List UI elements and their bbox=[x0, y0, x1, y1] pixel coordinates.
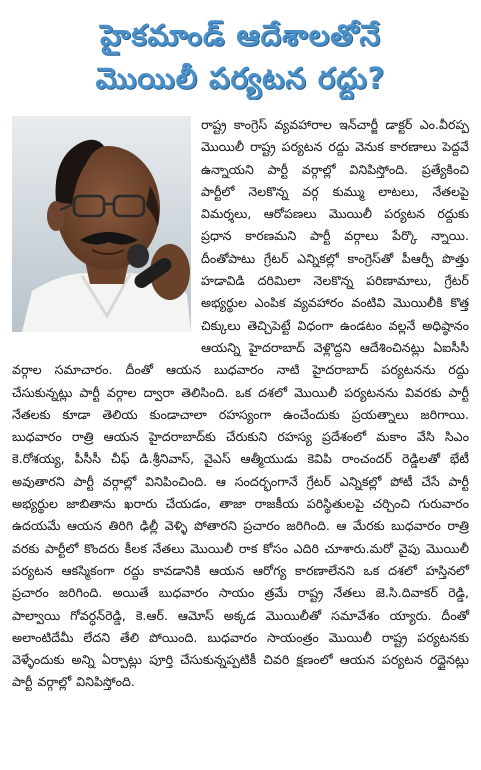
news-clipping bbox=[12, 14, 469, 756]
article-body bbox=[12, 114, 469, 694]
headline-line-2: మొయిలీ పర్యటన రద్దు? bbox=[95, 61, 386, 95]
portrait-illustration bbox=[12, 116, 191, 332]
article-text: రాష్ట్ర కాంగ్రెస్ వ్యవహారాల ఇన్‌చార్జీ డాక్టర్ ఎం.వీరప్ప మొయిలీ రాష్ట్ర పర్యటన రద్దు వెనుక కారణాలు పెద్దవే ఉన్నాయని పార్టీ వర్గాల్లో వినిపిస్తోంది. ప్రత్యేకించి పార్టీలో నెలకొన్న వర్గ కుమ్ము లాటలు, నేతలపై విమర్శలు, ఆరోపణలు మొయిలీ పర్యటన రద్దుకు ప్రధాన కారణమని పార్టీ వర్గాలు పేర్కొ న్నాయి. దీంతోపాటు గ్రేటర్ ఎన్నికల్లో కాంగ్రెస్‌తో పీఆర్పీ పొత్తు హడావిడి దరిమిలా నెలకొన్న పరిణామాలు, గ్రేటర్ అభ్యర్థుల ఎంపిక వ్యవహారం వంటివి మొయిలీకి కొత్త చిక్కులు తెచ్చిపెట్టే విధంగా ఉండటం వల్లనే అధిష్ఠానం ఆయన్ని హైదరాబాద్ వెళ్లొద్దని ఆదేశించినట్లు ఏఐసీసీ వర్గాల సమాచారం. దీంతో ఆయన బుధవారం నాటి హైదరాబాద్ పర్యటనను రద్దు చేసుకున్నట్లు పార్టీ వర్గాల ద్వారా తెలిసింది. ఒక దశలో మొయిలీ పర్యటనను వివరకు పార్టీ నేతలకు కూడా తెలియ కుండాచాలా రహస్యంగా ఉంచేందుకు ప్రయత్నాలు జరిగాయి. బుధవారం రాత్రి ఆయన హైదరాబాద్‌కు చేరుకుని రహస్య ప్రదేశంలో మకాం వేసి సిఎం కె.రోశయ్య, పీసీసీ చీఫ్ డి.శ్రీనివాస్, వైఎస్ ఆత్మీయుడు కెవిపి రాంచందర్ రెడ్డిలతో భేటీ అవుతారని పార్టీ వర్గాల్లో వినిపించింది. ఆ సందర్భంగానే గ్రేటర్ ఎన్నికల్లో పోటీ చేసే పార్టీ అభ్యర్థుల జాబితాను ఖరారు చేయడం, తాజా రాజకీయ పరిస్థితులపై చర్చించి గురువారం ఉదయమే ఆయన తిరిగి ఢిల్లీ వెళ్ళి పోతారని ప్రచారం జరిగింది. ఆ మేరకు బుధవారం రాత్రి వరకు పార్టీలో కొందరు కీలక నేతలు మొయిలీ రాక కోసం ఎదిరి చూశారు.మరో వైపు మొయిలీ పర్యటన ఆకస్మికంగా రద్దు కావడానికి ఆయన ఆరోగ్య కారణాలేనని ఒక దశలో హస్తినలో ప్రచారం జరిగింది. అయితే బుధవారం సాయం త్రమే రాష్ట్ర నేతలు జె.సి.దివాకర్ రెడ్డి, పాల్వాయి గోవర్ధన్‌రెడ్డి, కె.ఆర్. ఆమోస్ అక్కడ మొయిలీతో సమావేశం య్యారు. దీంతో అలాంటిదేమీ లేదని తేలి పోయింది. బుధవారం సాయంత్రం మొయిలీ రాష్ట్ర పర్యటనకు వెళ్ళేందుకు అన్ని ఏర్పాట్లు పూర్తి చేసుకున్నప్పటికీ చివరి క్షణంలో ఆయన పర్యటన రద్దైనట్లు పార్టీ వర్గాల్లో వినిపిస్తోంది. bbox=[12, 117, 469, 690]
headline-line-1: హైకమాండ్ ఆదేశాలతోనే bbox=[100, 18, 381, 52]
headline bbox=[12, 14, 469, 100]
portrait-photo bbox=[12, 116, 191, 332]
